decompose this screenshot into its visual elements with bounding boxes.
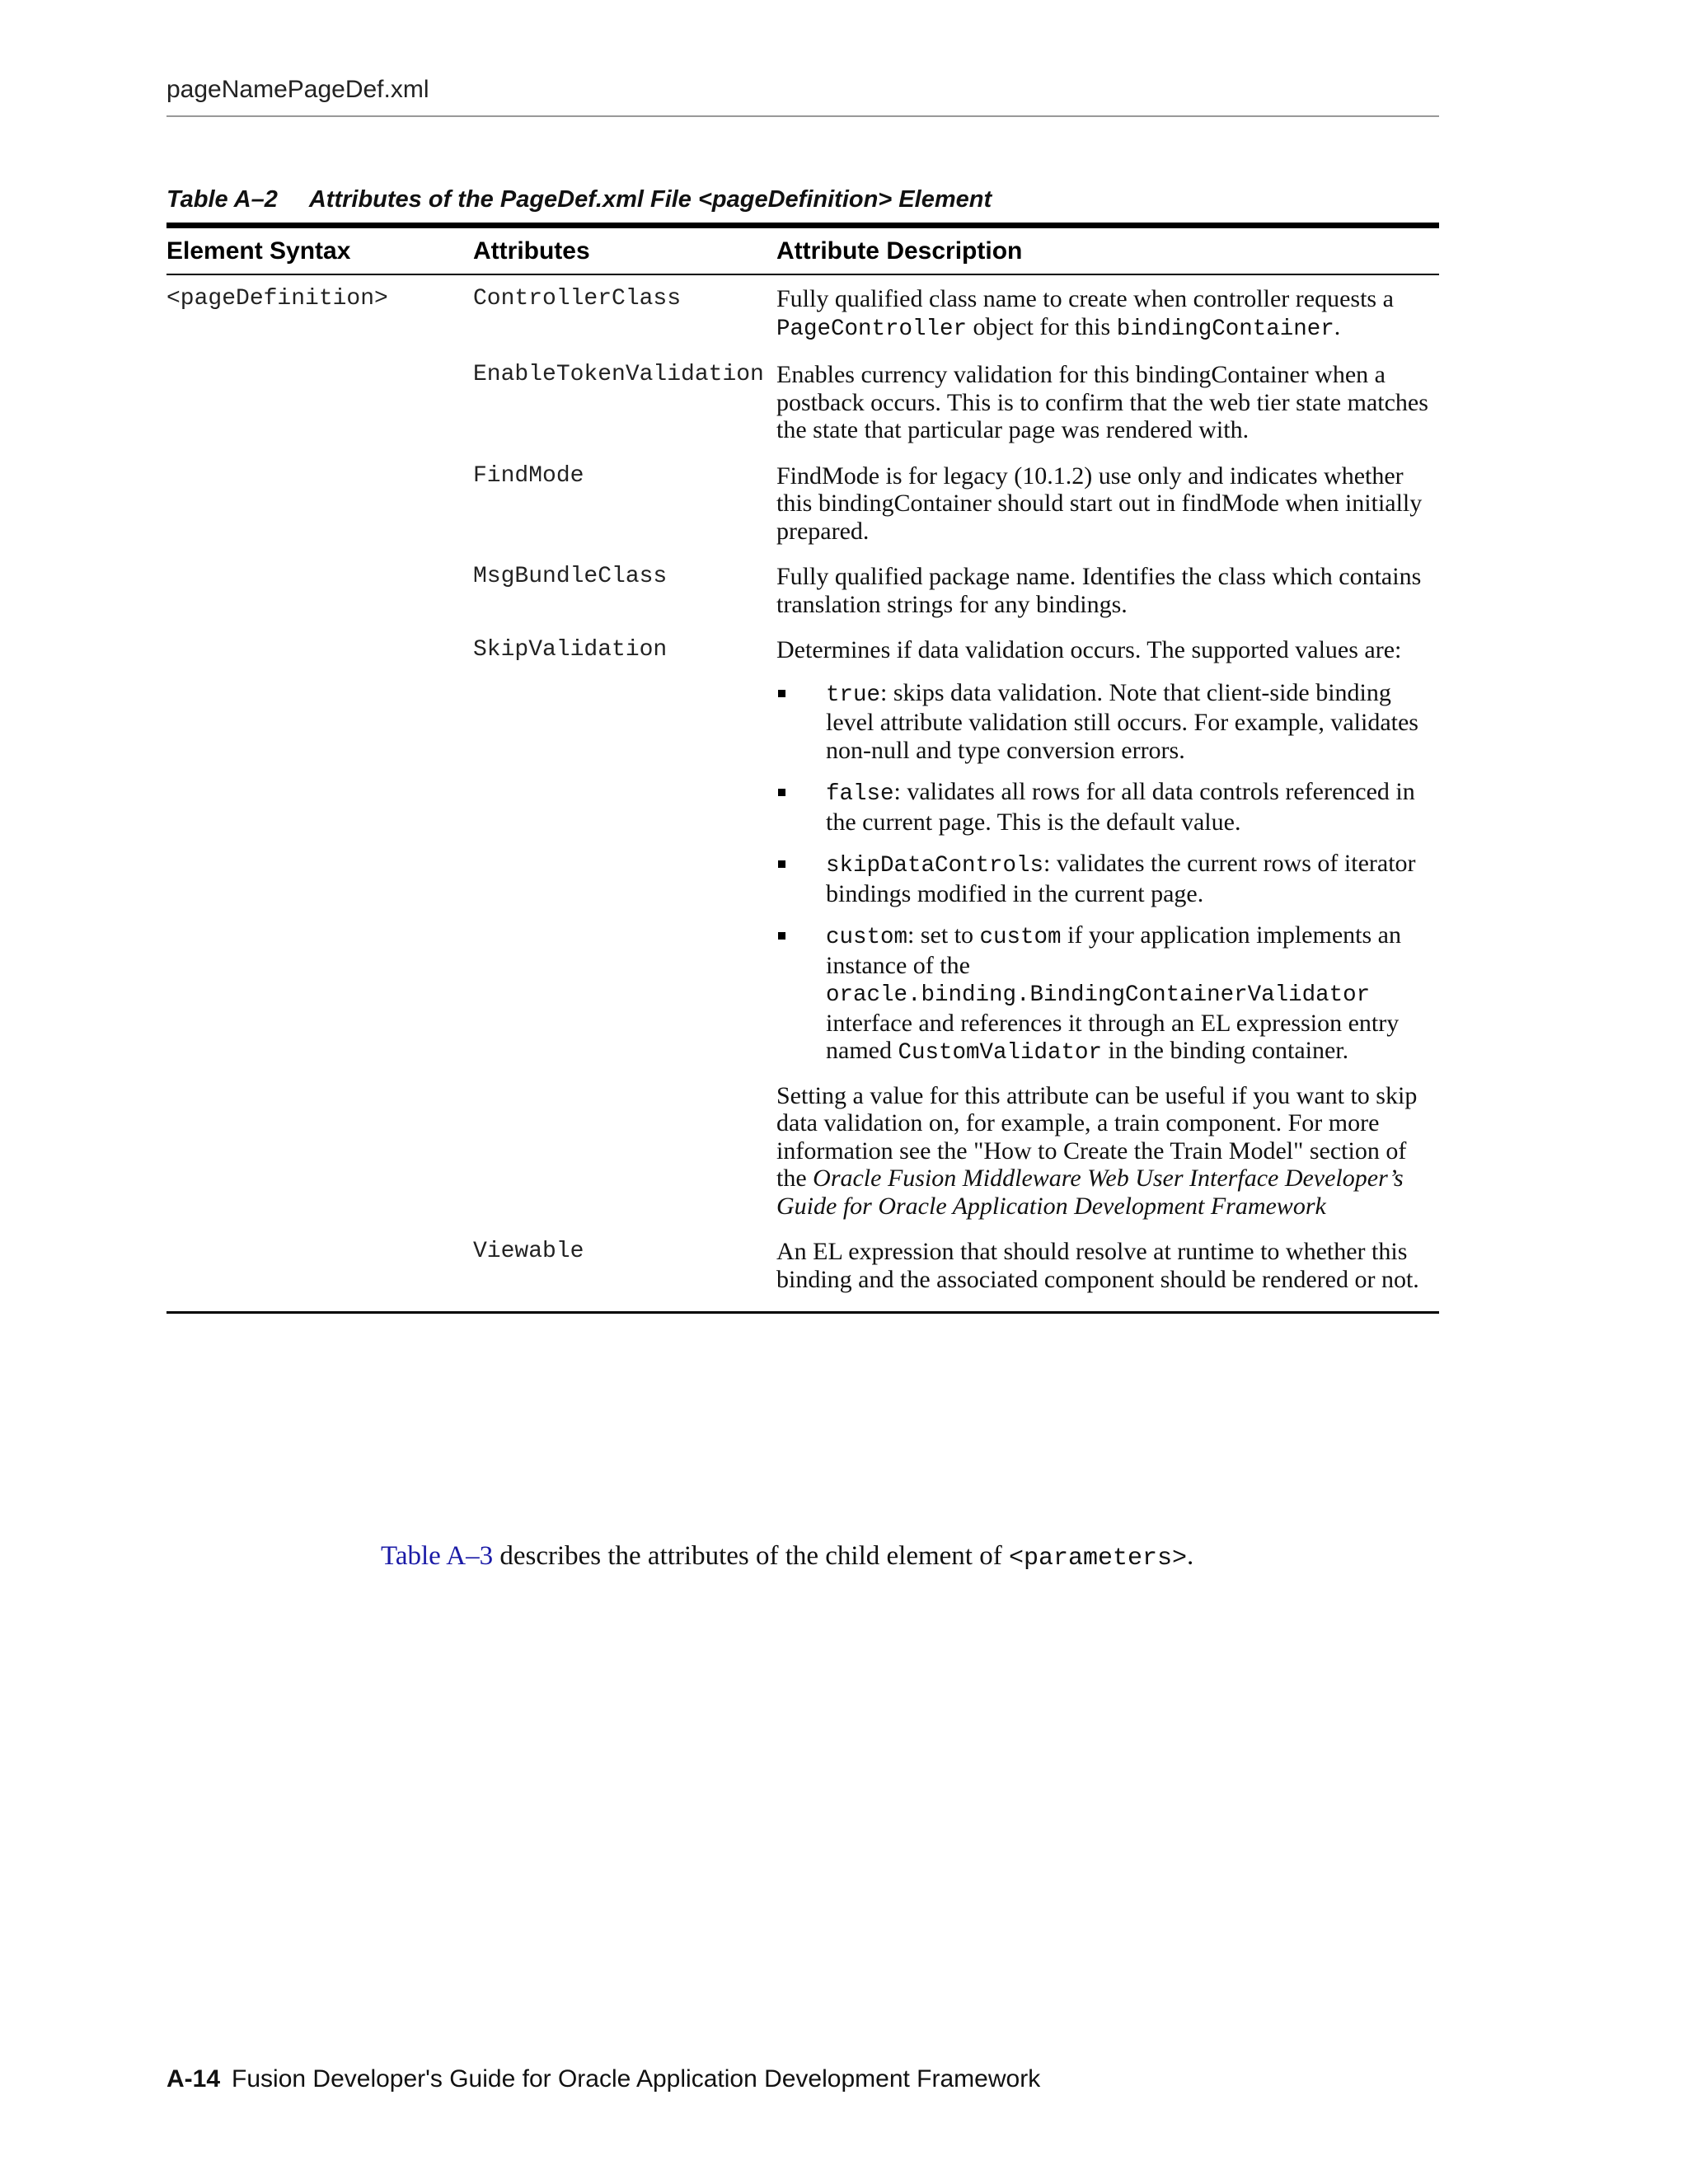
attribute-description-cell: Enables currency validation for this bindingContainer when a postback occurs. This is to confirm that the web tier state matches the state that particular page was rendered with. — [776, 361, 1428, 443]
list-item — [776, 679, 1439, 765]
value-text: if your application implements an instance of the — [826, 921, 1401, 979]
table-row — [166, 563, 1439, 636]
desc-text: object for this — [967, 312, 1117, 340]
value-text: : validates the current rows of iterator bindings modified in the current page. — [826, 850, 1416, 907]
table-header-row — [166, 226, 1439, 275]
column-header-attribute-description: Attribute Description — [776, 226, 1439, 275]
value-code: false — [826, 781, 894, 807]
square-bullet-icon — [778, 932, 785, 940]
value-text: : set to — [907, 921, 980, 949]
attribute-description-cell: Fully qualified package name. Identifies the class which contains translation strings for any bindings. — [776, 563, 1422, 618]
value-text: : validates all rows for all data controls referenced in the current page. This is the default value. — [826, 778, 1415, 836]
book-title: Fusion Developer's Guide for Oracle Application Development Framework — [232, 2065, 1041, 2093]
value-code: custom — [826, 925, 908, 950]
value-code: true — [826, 682, 881, 708]
attributes-table-wrapper — [166, 223, 1439, 1314]
table-row — [166, 462, 1439, 564]
body-paragraph — [381, 1541, 1193, 1572]
value-code: CustomValidator — [898, 1040, 1103, 1066]
value-text: interface and references it through an EL expression entry named — [826, 1009, 1400, 1064]
element-syntax-cell-empty — [166, 1238, 473, 1313]
value-text: : skips data validation. Note that client-side binding level attribute validation still occurs. For example, validates non-null and type conversion errors. — [826, 678, 1418, 764]
paragraph-end: . — [1187, 1541, 1194, 1571]
element-syntax-cell-empty — [166, 563, 473, 636]
attribute-description-cell: FindMode is for legacy (10.1.2) use only and indicates whether this bindingContainer should start out in findMode when initially prepared. — [776, 462, 1423, 545]
table-caption-label: Table A–2 — [166, 186, 278, 213]
paragraph-code: <parameters> — [1008, 1544, 1187, 1572]
table-row — [166, 274, 1439, 361]
table-row — [166, 361, 1439, 462]
list-item — [776, 850, 1439, 907]
element-syntax-cell-empty — [166, 462, 473, 564]
list-item — [776, 921, 1439, 1067]
table-a3-link[interactable]: Table A–3 — [381, 1541, 494, 1571]
attribute-description-cell: An EL expression that should resolve at runtime to whether this binding and the associated component should be rendered or not. — [776, 1238, 1419, 1293]
supported-values-list — [776, 679, 1439, 1067]
column-header-attributes: Attributes — [473, 226, 776, 275]
desc-note — [776, 1082, 1439, 1221]
page-number: A-14 — [166, 2065, 221, 2093]
element-syntax-cell: <pageDefinition> — [166, 286, 388, 312]
square-bullet-icon — [778, 789, 785, 796]
attribute-name-cell: ControllerClass — [473, 286, 682, 312]
attribute-description-cell — [776, 274, 1439, 361]
attribute-name-cell: EnableTokenValidation — [473, 362, 764, 387]
table-caption-title: Attributes of the PageDef.xml File <pageDefinition> Element — [308, 186, 992, 213]
book-title-reference: Oracle Fusion Middleware Web User Interface Developer’s Guide for Oracle Application Development Framework — [776, 1165, 1404, 1220]
column-header-element-syntax: Element Syntax — [166, 226, 473, 275]
class-name-code: oracle.binding.BindingContainerValidator — [826, 982, 1371, 1008]
desc-code: bindingContainer — [1116, 316, 1334, 342]
desc-text: . — [1334, 312, 1341, 340]
desc-text: Fully qualified class name to create when controller requests a — [776, 285, 1394, 312]
list-item — [776, 778, 1439, 836]
running-header-title: pageNamePageDef.xml — [166, 76, 429, 103]
value-code: custom — [979, 925, 1062, 950]
table-caption — [166, 186, 992, 213]
note-text: Setting a value for this attribute can be useful if you want to skip data validation on, for example, a train component. For more information see the "How to Create the Train Model" section of the — [776, 1081, 1418, 1192]
value-code: skipDataControls — [826, 853, 1044, 879]
attribute-name-cell: Viewable — [473, 1239, 584, 1264]
element-syntax-cell-empty — [166, 636, 473, 1238]
attribute-description-cell — [776, 636, 1439, 1238]
square-bullet-icon — [778, 690, 785, 697]
attribute-name-cell: FindMode — [473, 462, 584, 489]
attribute-name-cell: SkipValidation — [473, 637, 668, 663]
desc-code: PageController — [776, 316, 968, 342]
table-row — [166, 636, 1439, 1238]
square-bullet-icon — [778, 860, 785, 868]
attribute-name-cell: MsgBundleClass — [473, 564, 668, 589]
value-text: in the binding container. — [1102, 1037, 1349, 1064]
table-row — [166, 1238, 1439, 1313]
header-divider — [166, 115, 1439, 117]
paragraph-text: describes the attributes of the child element of — [493, 1541, 1009, 1571]
element-syntax-cell-empty — [166, 361, 473, 462]
attributes-table — [166, 223, 1439, 1314]
page-footer — [166, 2065, 1040, 2093]
desc-intro: Determines if data validation occurs. The supported values are: — [776, 636, 1402, 663]
